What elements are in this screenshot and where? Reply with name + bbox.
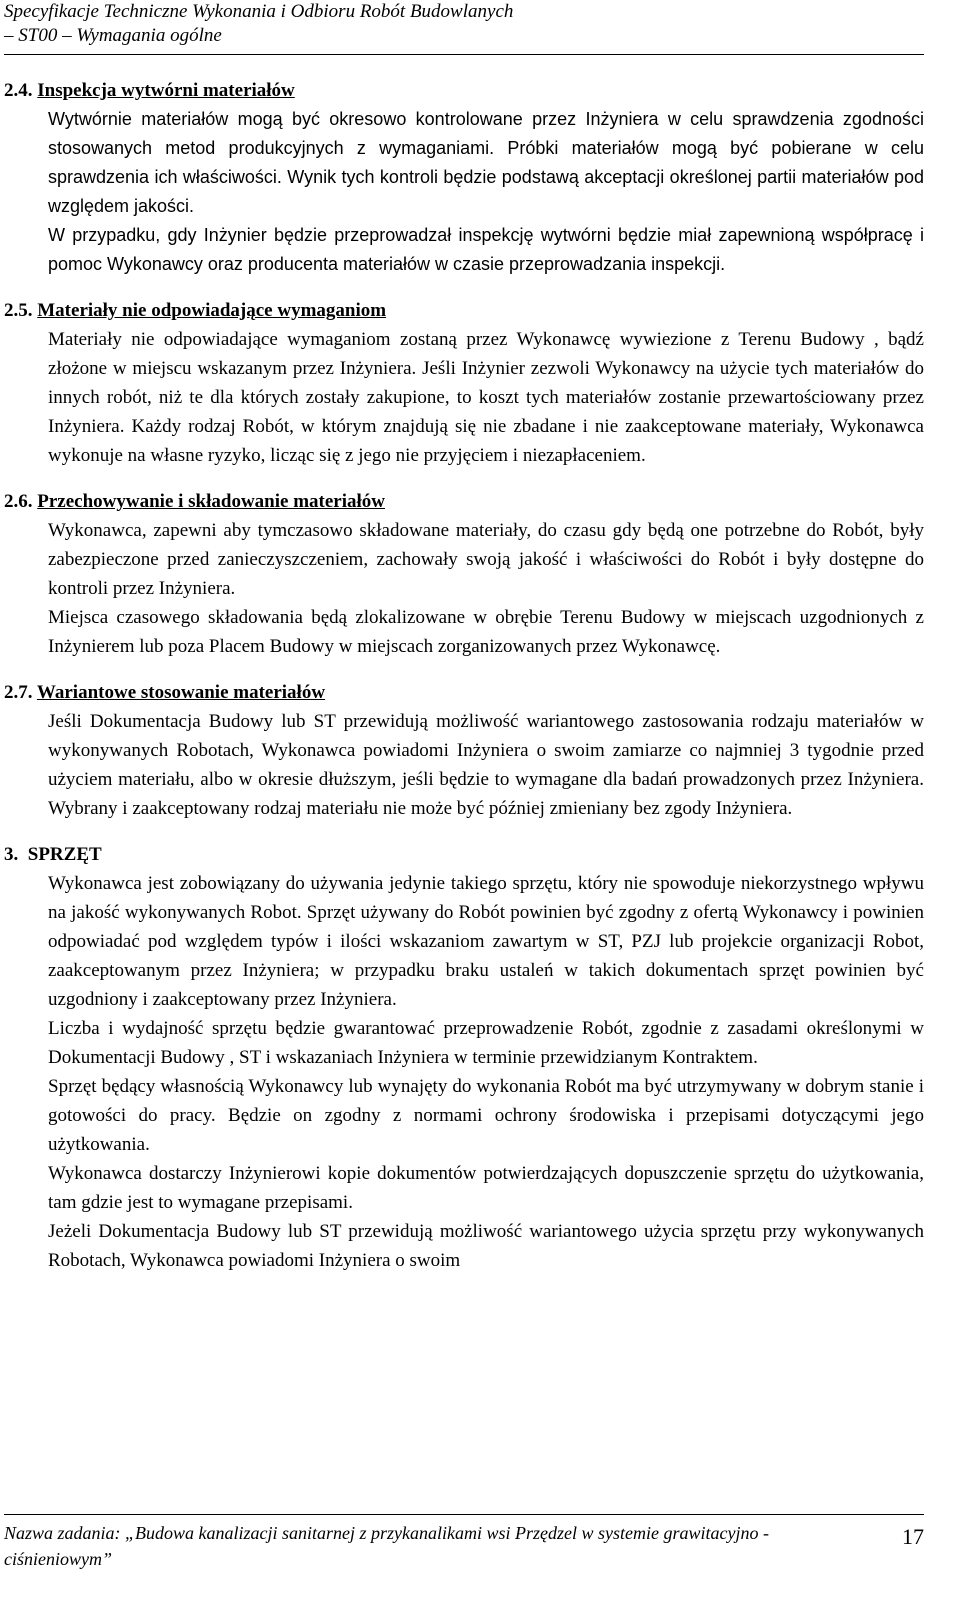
section-paragraph: W przypadku, gdy Inżynier będzie przeprowadzał inspekcję wytwórni będzie miał zapewnioną współpracę i pomoc Wykonawcy oraz producenta materiałów w czasie przeprowadzania inspekcji. [48,225,924,274]
section-paragraph: Wykonawca dostarczy Inżynierowi kopie dokumentów potwierdzających dopuszczenie sprzętu do użytkowania, tam gdzie jest to wymagane przepisami. [48,1163,924,1213]
section-paragraph: Jeżeli Dokumentacja Budowy lub ST przewidują możliwość wariantowego użycia sprzętu przy wykonywanych Robotach, Wykonawca powiadomi Inżyniera o swoim [48,1221,924,1271]
page-content [4,76,924,1292]
section-3 [4,840,924,1275]
section-number: 2.5. [4,300,33,321]
page-footer [4,1520,924,1572]
section-2-6 [4,487,924,661]
section-2-4 [4,76,924,279]
section-paragraph: Jeśli Dokumentacja Budowy lub ST przewidują możliwość wariantowego zastosowania rodzaju materiałów w wykonywanych Robotach, Wykonawca powiadomi Inżyniera o swoim zamiarze co najmniej 3 tygodnie przed użyciem materiału, albo w okresie dłuższym, jeśli będzie to wymagane dla badań prowadzonych przez Inżyniera. Wybrany i zaakceptowany rodzaj materiału nie może być później zmieniany bez zgody Inżyniera. [48,711,924,819]
section-title: Materiały nie odpowiadające wymaganiom [37,300,387,321]
section-2-5 [4,296,924,470]
header-spec-title: Specyfikacje Techniczne Wykonania i Odbioru Robót Budowlanych [4,1,514,22]
section-heading [4,76,924,105]
section-title: Przechowywanie i składowanie materiałów [37,491,386,512]
section-heading [4,678,924,707]
section-paragraph: Liczba i wydajność sprzętu będzie gwarantować przeprowadzenie Robót, zgodnie z zasadami określonymi w Dokumentacji Budowy , ST i wskazaniach Inżyniera w terminie przewidzianym Kontraktem. [48,1018,924,1068]
page-header [4,0,924,48]
section-paragraph: Wykonawca jest zobowiązany do używania jedynie takiego sprzętu, który nie spowoduje niekorzystnego wpływu na jakość wykonywanych Robot. Sprzęt używany do Robót powinien być zgodny z ofertą Wykonawcy i powinien odpowiadać pod względem typów i ilości wskazaniom zawartym w ST, PZJ lub projekcie organizacji Robot, zaakceptowanym przez Inżyniera; w przypadku braku ustaleń w takich dokumentach sprzęt powinien być uzgodniony i zaakceptowany przez Inżyniera. [48,873,924,1010]
section-heading [4,840,924,869]
section-paragraph: Sprzęt będący własnością Wykonawcy lub wynajęty do wykonania Robót ma być utrzymywany w dobrym stanie i gotowości do pracy. Będzie on zgodny z normami ochrony środowiska i przepisami dotyczącymi jego użytkowania. [48,1076,924,1155]
section-heading [4,296,924,325]
section-heading [4,487,924,516]
section-number: 2.6. [4,491,33,512]
footer-rule [4,1514,924,1515]
section-paragraph: Wykonawca, zapewni aby tymczasowo składowane materiały, do czasu gdy będą one potrzebne do Robót, były zabezpieczone przed zanieczyszczeniem, zachowały swoją jakość i właściwości do Robót i były dostępne do kontroli przez Inżyniera. [48,520,924,599]
page-number: 17 [902,1524,924,1549]
section-paragraph: Materiały nie odpowiadające wymaganiom zostaną przez Wykonawcę wywiezione z Terenu Budowy , bądź złożone w miejscu wskazanym przez Inżyniera. Jeśli Inżynier zezwoli Wykonawcy na użycie tych materiałów do innych robót, niż te dla których zostały zakupione, to koszt tych materiałów zostanie przewartościowany przez Inżyniera. Każdy rodzaj Robót, w którym znajdują się nie zbadane i nie zaakceptowane materiały, Wykonawca wykonuje na własne ryzyko, licząc się z jego nie przyjęciem i niezapłaceniem. [48,329,924,466]
header-spec-subtitle: – ST00 – Wymagania ogólne [4,25,222,46]
section-2-7 [4,678,924,823]
section-title: SPRZĘT [27,844,102,865]
section-paragraph: Miejsca czasowego składowania będą zlokalizowane w obrębie Terenu Budowy w miejscach uzgodnionych z Inżynierem lub poza Placem Budowy w miejscach zorganizowanych przez Wykonawcę. [48,607,924,657]
section-number: 2.4. [4,80,33,101]
section-number: 2.7. [4,682,33,703]
section-title: Inspekcja wytwórni materiałów [37,80,295,101]
header-rule [4,54,924,55]
section-number: 3. [4,844,19,865]
footer-task-name: Nazwa zadania: „Budowa kanalizacji sanitarnej z przykanalikami wsi Przędzel w systemie grawitacyjno - ciśnieniowym” [4,1523,769,1569]
section-title: Wariantowe stosowanie materiałów [36,682,326,703]
section-paragraph: Wytwórnie materiałów mogą być okresowo kontrolowane przez Inżyniera w celu sprawdzenia zgodności stosowanych metod produkcyjnych z wymaganiami. Próbki materiałów mogą być pobierane w celu sprawdzenia ich właściwości. Wynik tych kontroli będzie podstawą akceptacji określonej partii materiałów pod względem jakości. [48,109,924,216]
